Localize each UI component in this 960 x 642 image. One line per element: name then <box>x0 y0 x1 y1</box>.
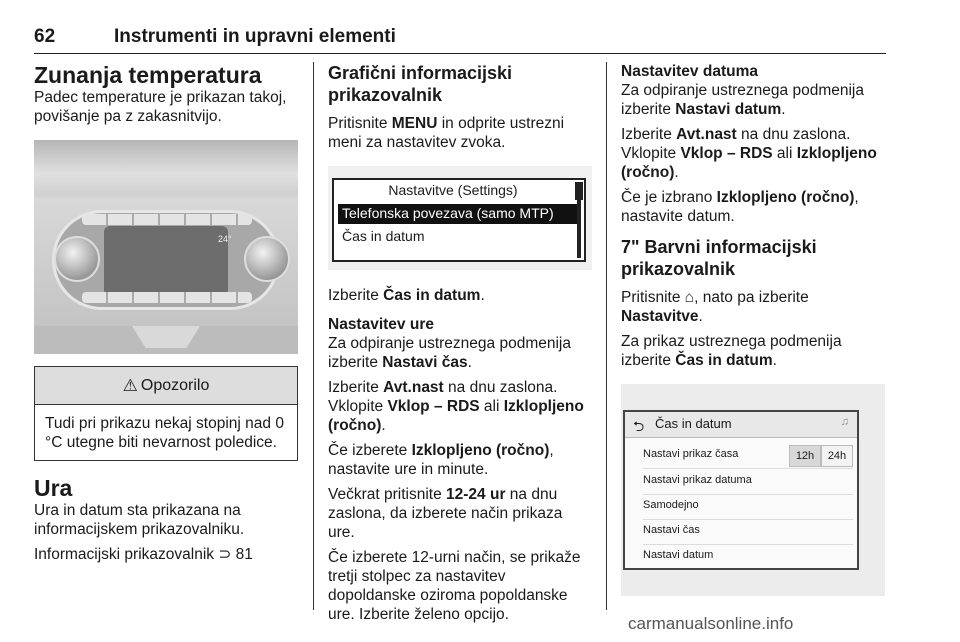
row-date-format[interactable]: Nastavi prikaz datuma <box>643 470 853 495</box>
row-set-time[interactable]: Nastavi čas <box>643 520 853 545</box>
display-screen <box>104 226 228 296</box>
paragraph-7: Če izberete 12-urni način, se prikaže tretji stolpec za nastavitev dopoldanske oziroma popoldanske ure. Izberite želeno opcijo. <box>328 549 581 623</box>
warning-triangle-icon: ⚠ <box>122 375 138 395</box>
column-3 <box>621 62 885 596</box>
chapter-title: Instrumenti in upravni elementi <box>114 26 396 47</box>
screen-header <box>625 412 857 438</box>
toggle-12h[interactable]: 12h <box>789 445 821 467</box>
time-format-toggle <box>789 445 853 467</box>
color-display-screen <box>621 384 885 596</box>
warning-title: Opozorilo <box>140 376 210 394</box>
warning-text: Tudi pri prikazu nekaj stopinj nad 0 °C utegne biti nevarnost poledice. <box>45 415 284 451</box>
paragraph-4: Izberite Avt.nast na dnu zaslona. Vklopite Vklop – RDS ali Izklopljeno (ročno). <box>328 379 584 434</box>
temperature-readout: 24° <box>218 234 232 244</box>
row-automatic[interactable]: Samodejno <box>643 495 853 520</box>
paragraph-select-time-date: Izberite Čas in datum. <box>328 287 485 304</box>
column-1 <box>34 62 298 570</box>
music-note-icon[interactable]: ♫ <box>840 416 849 428</box>
clock-text: Ura in datum sta prikazana na informacijskem prikazovalniku. <box>34 502 245 538</box>
column-divider <box>606 62 607 610</box>
paragraph-date-1: Za odpiranje ustreznega podmenija izberite Nastavi datum. <box>621 82 864 118</box>
right-knob <box>244 236 290 282</box>
paragraph-date-2: Izberite Avt.nast na dnu zaslona. Vklopite Vklop – RDS ali Izklopljeno (ročno). <box>621 126 877 181</box>
heading-color-display: 7" Barvni informacijski prikazovalnik <box>621 237 817 279</box>
heading-set-clock: Nastavitev ure <box>328 316 434 333</box>
row-time-format[interactable]: Nastavi prikaz časa 12h 24h <box>643 444 853 469</box>
intro-text: Padec temperature je prikazan takoj, povišanje pa z zakasnitvijo. <box>34 89 287 125</box>
menu-title: Nastavitve (Settings) <box>388 182 518 198</box>
paragraph-submenu: Za prikaz ustreznega podmenija izberite Čas in datum. <box>621 333 842 369</box>
row-set-date[interactable]: Nastavi datum <box>643 549 714 561</box>
page-header <box>34 26 886 54</box>
menu-item-time-date[interactable]: Čas in datum <box>342 228 425 244</box>
column-divider <box>313 62 314 610</box>
heading-graphic-display: Grafični informacijski prikazovalnik <box>328 63 513 105</box>
settings-menu-screen <box>328 166 592 270</box>
paragraph-5: Če izberete Izklopljeno (ročno), nastavite ure in minute. <box>328 442 554 478</box>
paragraph-menu: Pritisnite MENU in odprite ustrezni meni za nastavitev zvoka. <box>328 115 565 151</box>
left-knob <box>54 236 100 282</box>
menu-item-selected[interactable]: Telefonska povezava (samo MTP) <box>338 204 578 224</box>
cross-reference[interactable]: Informacijski prikazovalnik ⊃ 81 <box>34 546 253 563</box>
heading-set-date: Nastavitev datuma <box>621 63 758 80</box>
warning-box <box>34 366 298 461</box>
paragraph-6: Večkrat pritisnite 12-24 ur na dnu zaslona, da izberete način prikaza ure. <box>328 486 563 541</box>
paragraph-home: Pritisnite ⌂, nato pa izberite Nastavitve. <box>621 289 809 325</box>
home-icon: ⌂ <box>684 289 695 306</box>
reference-arrow-icon: ⊃ <box>218 546 232 563</box>
watermark: carmanualsonline.info <box>628 614 794 633</box>
back-arrow-icon[interactable]: ⮌ <box>633 418 645 434</box>
paragraph-date-3: Če je izbrano Izklopljeno (ročno), nastavite datum. <box>621 189 859 225</box>
dashboard-photo <box>34 140 298 354</box>
column-2 <box>328 62 592 630</box>
toggle-24h[interactable]: 24h <box>821 445 853 467</box>
paragraph-3: Za odpiranje ustreznega podmenija izberite Nastavi čas. <box>328 335 571 371</box>
page-number: 62 <box>34 26 56 47</box>
screen-title: Čas in datum <box>655 416 732 431</box>
heading-clock: Ura <box>34 475 73 501</box>
heading-outside-temperature: Zunanja temperatura <box>34 62 262 88</box>
